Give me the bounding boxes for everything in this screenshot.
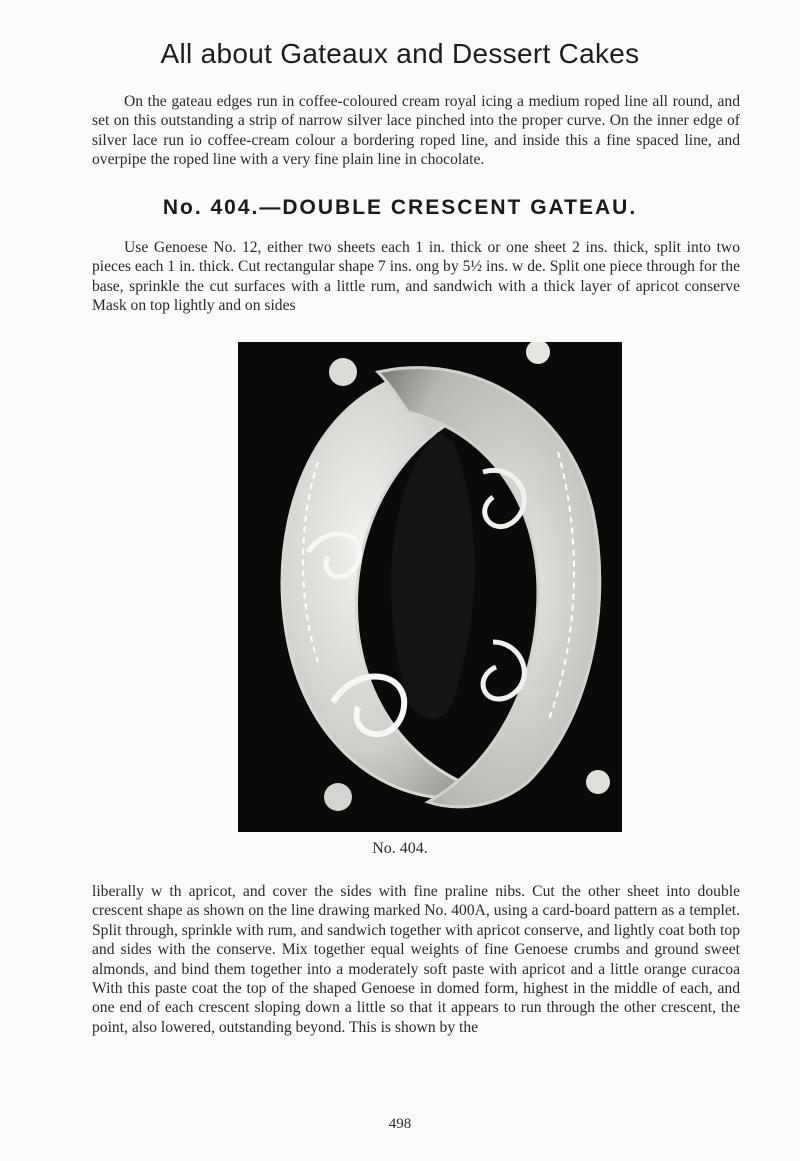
page-number: 498 — [388, 1116, 412, 1132]
paragraph-2: Use Genoese No. 12, either two sheets each 1 in. thick or one sheet 2 ins. thick, split into two pieces each 1 in. thick. Cut rectangular shape 7 ins. ong by 5½ ins. w de. Split one piece through for the base, sprinkle the cut surfaces with a little rum, and sandwich with a thick layer of apricot conserve Mask on top lightly and on sides — [92, 239, 740, 315]
running-head: All about Gateaux and Dessert Cakes — [160, 38, 640, 69]
figure-caption: No. 404. — [372, 840, 428, 857]
paragraph-1: On the gateau edges run in coffee-coloured cream royal icing a medium roped line all round, and set on this outstanding a strip of narrow silver lace pinched into the proper curve. On the inner edge of silver lace run io coffee-cream colour a bordering roped line, and inside this a fine spaced line, and overpipe the roped line with a very fine plain line in chocolate. — [92, 93, 740, 169]
gateau-photograph — [238, 342, 622, 832]
double-crescent-gateau-image — [238, 342, 622, 832]
paragraph-3: liberally w th apricot, and cover the sides with fine praline nibs. Cut the other sheet into double crescent shape as shown on the line drawing marked No. 400A, using a card-board pattern as a templet. Split through, sprinkle with rum, and sandwich together with apricot conserve, and lightly coat both top and sides with the conserve. Mix together equal weights of fine Genoese crumbs and ground sweet almonds, and bind them together into a moderately soft paste with apricot and a little orange curacoa With this paste coat the top of the shaped Genoese in domed form, highest in the middle of each, and one end of each crescent sloping down a little so that it appears to run through the other crescent, the point, also lowered, outstanding beyond. This is shown by the — [92, 883, 740, 1036]
section-heading: No. 404.—DOUBLE CRESCENT GATEAU. — [162, 196, 638, 219]
